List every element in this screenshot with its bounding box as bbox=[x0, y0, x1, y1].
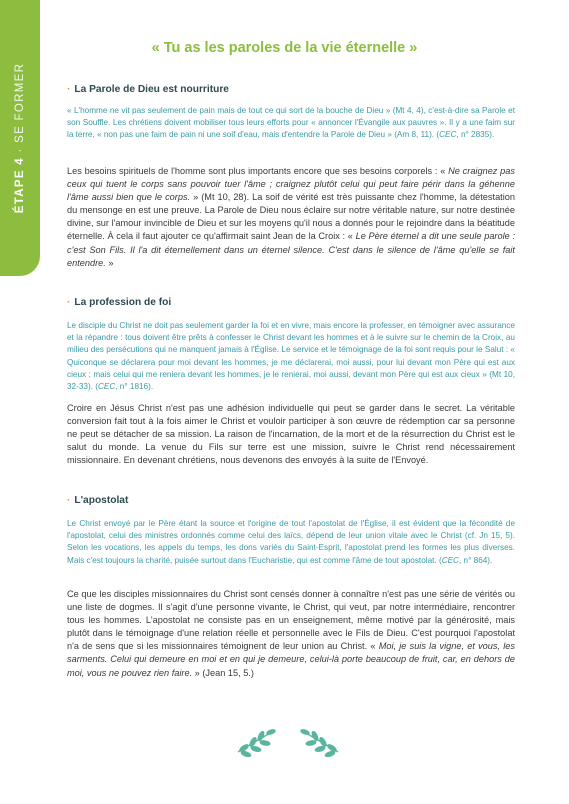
catechism-quote: Le disciple du Christ ne doit pas seulement garder la foi et en vivre, mais encore la professer, en témoigner avec assurance et la répandre : tous doivent être prêts à confesser le Christ devant les hommes et à le suivre sur le chemin de la Croix, au milieu des persécutions qui ne manquent jamais à l'Église. Le service et le témoignage de la foi sont requis pour le Salut : « Quiconque se déclarera pour moi devant les hommes, je me déclarerai, moi aussi, pour lui devant mon Père qui est aux cieux ; mais celui qui me reniera devant les hommes, je le renierai, moi aussi, devant mon Père qui est aux cieux » (Mt 10, 32-33). (CEC, n° 1816). bbox=[67, 321, 515, 392]
catechism-quote: « L'homme ne vit pas seulement de pain mais de tout ce qui sort de la bouche de Dieu » (Mt 4, 4), c'est-à-dire sa Parole et son Souffle. Les chrétiens doivent mobiliser tous leurs efforts pour « annoncer l'Évangile aux pauvres ». Il y a une faim sur la terre, « non pas une faim de pain ni une soif d'eau, mais d'entendre la Parole de Dieu » (Am 8, 11). (CEC, n° 2835). bbox=[67, 106, 515, 140]
section-heading-parole bbox=[67, 84, 229, 95]
body-paragraph: Les besoins spirituels de l'homme sont plus importants encore que ses besoins corporels : « Ne craignez pas ceux qui tuent le corps sans pouvoir tuer l'âme ; craignez plutôt celui qui peut faire périr dans la géhenne l'âme aussi bien que le corps. » (Mt 10, 28). La soif de vérité est très puissante chez l'homme, la détestation du mensonge en est une preuve. La Parole de Dieu nous éclaire sur notre véritable nature, sur notre destinée divine, sur l'amour invincible de Dieu et sur les moyens qu'il nous a donnés pour le rejoindre dans la béatitude éternelle. À cela il faut ajouter ce qu'affirmait saint Jean de la Croix : « Le Père éternel a dit une seule parole : c'est Son Fils. Il l'a dit éternellement dans un éternel silence. C'est dans le silence de l'âme qu'elle se fait entendre. » bbox=[67, 166, 515, 268]
section-heading-profession bbox=[67, 297, 171, 308]
section-heading-text: La profession de foi bbox=[74, 297, 172, 308]
side-step-label bbox=[14, 63, 26, 213]
side-section: SE FORMER bbox=[14, 62, 26, 143]
side-separator: · bbox=[14, 147, 26, 153]
section-heading-text: L'apostolat bbox=[74, 495, 129, 506]
page-title: « Tu as les paroles de la vie éternelle » bbox=[151, 40, 418, 56]
bullet-dot-icon: · bbox=[67, 297, 71, 308]
bullet-dot-icon: · bbox=[67, 495, 71, 506]
body-paragraph: Ce que les disciples missionnaires du Christ sont censés donner à connaître n'est pas une série de vérités ou une liste de dogmes. Il s'agit d'une personne vivante, le Christ, qui veut, par notre intermédiaire, rencontrer tous les hommes. L'apostolat ne consiste pas en un enseignement, même motivé par la générosité, mais plutôt dans le témoignage d'une relation réelle et personnelle avec le Fils de Dieu. C'est pourquoi l'apostolat n'a de sens que si les missionnaires témoignent de leur union au Christ. « Moi, je suis la vigne, et vous, les sarments. Celui qui demeure en moi et en qui je demeure, celui-là porte beaucoup de fruit, car, en dehors de moi, vous ne pouvez rien faire. » (Jean 15, 5.) bbox=[67, 589, 515, 678]
side-step: ÉTAPE 4 bbox=[14, 157, 26, 214]
section-heading-apostolat bbox=[67, 495, 128, 506]
section-heading-text: La Parole de Dieu est nourriture bbox=[74, 84, 229, 95]
body-paragraph: Croire en Jésus Christ n'est pas une adhésion individuelle qui peut se garder dans le secret. La véritable conversion fait tout à la fois aimer le Christ et vouloir participer à son œuvre de rédemption car sa personne ne peut se détacher de sa mission. La raison de l'incarnation, de la mort et de la résurrection du Christ est le salut du monde. La venue du Fils sur terre est une mission, suivre le Christ rend nécessairement missionnaire. En devenant chrétiens, nous devenons des envoyés à la suite de l'Envoyé. bbox=[67, 403, 515, 466]
olive-branches-icon bbox=[232, 722, 344, 762]
catechism-quote: Le Christ envoyé par le Père étant la source et l'origine de tout l'apostolat de l'Église, il est évident que la fécondité de l'apostolat, celui des ministres ordonnés comme celui des laïcs, dépend de leur union vitale avec le Christ (cf. Jn 15, 5). Selon les vocations, les appels du temps, les dons variés du Saint-Esprit, l'apostolat prend les formes les plus diverses. Mais c'est toujours la charité, puisée surtout dans l'Eucharistie, qui est comme l'âme de tout apostolat. (CEC, n° 864). bbox=[67, 519, 515, 565]
bullet-dot-icon: · bbox=[67, 84, 71, 95]
